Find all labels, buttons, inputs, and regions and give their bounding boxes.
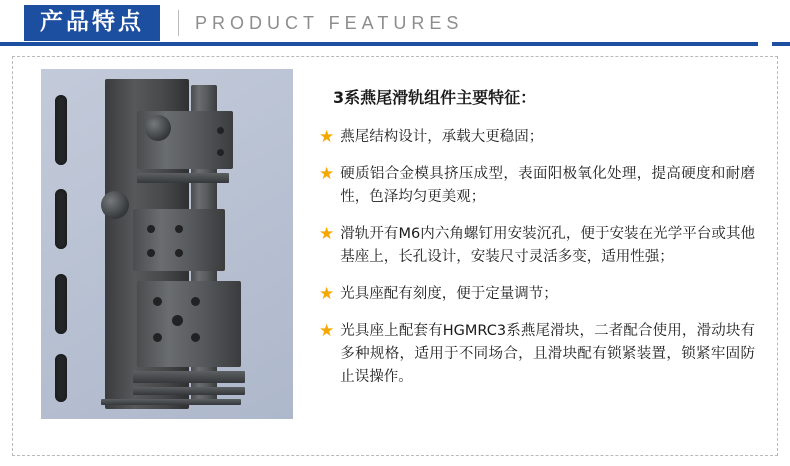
feature-text: 燕尾结构设计，承载大更稳固；: [340, 129, 544, 145]
screw-hole: [147, 225, 155, 233]
feature-text: 滑轨开有M6内六角螺钉用安装沉孔，便于安装在光学平台或其他基座上，长孔设计，安装尺寸灵活多变，适用性强；: [340, 226, 755, 265]
screw-hole: [172, 315, 183, 326]
rail-slot: [55, 274, 67, 334]
base-bar: [101, 399, 241, 405]
screw-hole: [175, 225, 183, 233]
adjust-knob: [101, 191, 129, 219]
features-text-column: [293, 57, 777, 403]
feature-item: [319, 223, 755, 269]
star-icon: ★: [319, 224, 335, 243]
rail-slot: [55, 354, 67, 402]
star-icon: ★: [319, 321, 335, 340]
star-icon: ★: [319, 164, 335, 183]
dovetail-rail-assembly-photo: [41, 69, 293, 419]
header-title-en: PRODUCT FEATURES: [195, 12, 464, 33]
feature-text: 光具座配有刻度，便于定量调节；: [340, 286, 558, 302]
screw-hole: [153, 297, 162, 306]
feature-text: 硬质铝合金模具挤压成型，表面阳极氧化处理，提高硬度和耐磨性，色泽均匀更美观；: [340, 166, 755, 205]
rail-slot: [55, 189, 67, 249]
header-accent-rule: [0, 42, 790, 46]
feature-item: [319, 126, 755, 149]
screw-hole: [191, 297, 200, 306]
header-divider: [178, 10, 179, 36]
feature-text: 光具座上配套有HGMRC3系燕尾滑块，二者配合使用，滑动块有多种规格，适用于不同场合，且滑块配有锁紧装置，锁紧牢固防止误操作。: [340, 323, 755, 385]
page-header: [0, 0, 790, 46]
scale-bar: [133, 387, 245, 395]
screw-hole: [191, 333, 200, 342]
scale-bar: [133, 371, 245, 383]
feature-item: [319, 163, 755, 209]
rail-slot: [55, 95, 67, 165]
screw-hole: [175, 249, 183, 257]
header-rule-notch: [758, 42, 772, 46]
screw-hole: [153, 333, 162, 342]
mounting-plate: [137, 281, 241, 367]
screw-hole: [217, 149, 224, 156]
feature-item: [319, 283, 755, 306]
star-icon: ★: [319, 127, 335, 146]
header-badge-cn: 产品特点: [24, 5, 160, 41]
screw-hole: [217, 127, 224, 134]
content-panel: [12, 56, 778, 456]
star-icon: ★: [319, 284, 335, 303]
feature-item: [319, 320, 755, 389]
clamp-bar: [137, 173, 229, 183]
slider-block: [133, 209, 225, 271]
screw-hole: [147, 249, 155, 257]
features-lead-title: 3系燕尾滑轨组件主要特征：: [333, 88, 537, 107]
adjust-knob: [145, 115, 171, 141]
